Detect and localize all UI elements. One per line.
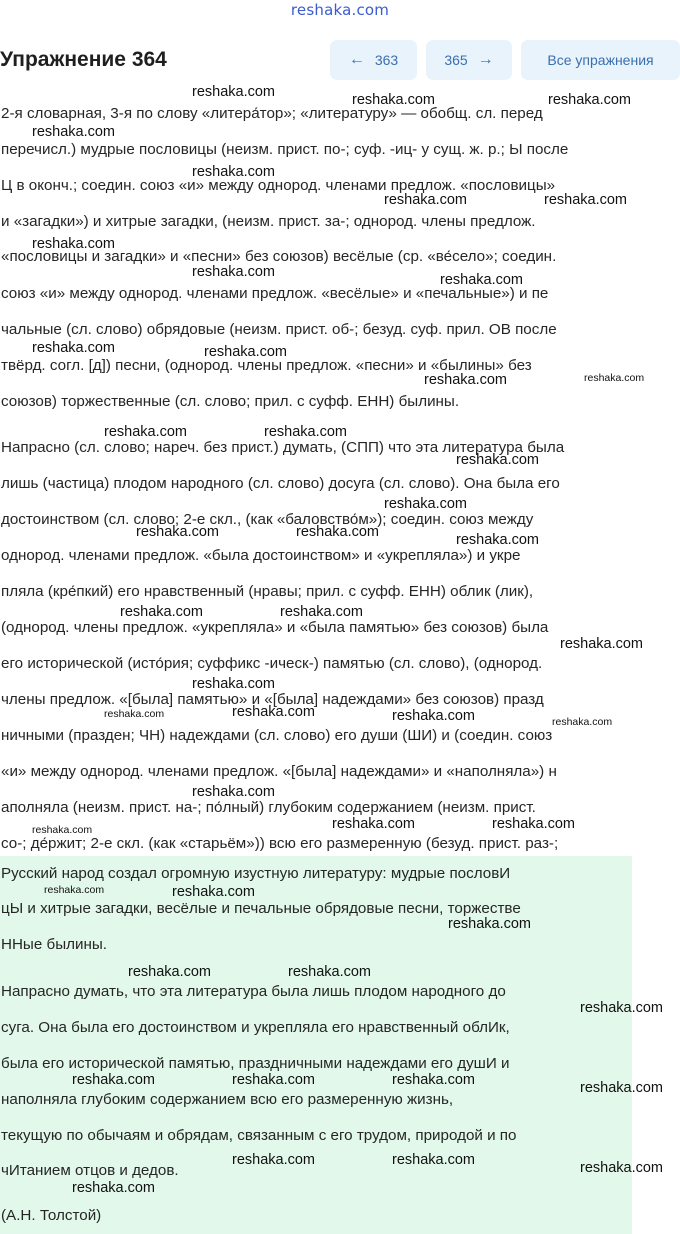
- watermark-text: reshaka.com: [72, 1180, 156, 1196]
- answer-line: наполняла глубоким содержанием всю его размеренную жизнь,: [1, 1091, 454, 1108]
- watermark-text: reshaka.com: [580, 1000, 664, 1016]
- watermark-text: reshaka.com: [584, 372, 645, 384]
- answer-line: была его исторической памятью, праздничными надеждами его душИ и: [1, 1055, 510, 1072]
- watermark-text: reshaka.com: [548, 92, 632, 108]
- answer-line: ННые былины.: [1, 936, 108, 953]
- watermark-text: reshaka.com: [352, 92, 436, 108]
- watermark-text: reshaka.com: [44, 884, 105, 896]
- answer-line: Русский народ создал огромную изустную литературу: мудрые пословИ: [1, 865, 511, 882]
- analysis-line: достоинством (сл. слово; 2-е скл., (как «баловство́м»); соедин. союз между: [1, 511, 534, 528]
- watermark-text: reshaka.com: [128, 964, 212, 980]
- analysis-line: лишь (частица) плодом народного (сл. слово) досуга (сл. слово). Она была его: [1, 475, 560, 492]
- next-exercise-button[interactable]: [426, 40, 512, 80]
- watermark-text: reshaka.com: [192, 84, 276, 100]
- analysis-line: ничными (празден; ЧН) надеждами (сл. слово) его души (ШИ) и (соедин. союз: [1, 727, 553, 744]
- watermark-text: reshaka.com: [440, 272, 524, 288]
- analysis-line: Ц в оконч.; соедин. союз «и» между однород. членами предлож. «пословицы»: [1, 177, 556, 194]
- analysis-line: члены предлож. «[была] памятью» и «[была] надеждами» без союзов) празд: [1, 691, 544, 708]
- all-exercises-label: Все упражнения: [547, 52, 654, 68]
- analysis-line: пляла (кре́пкий) его нравственный (нравы; прил. с суфф. ЕНН) облик (лик),: [1, 583, 534, 600]
- analysis-line: 2-я словарная, 3-я по слову «литера́тор»; «литературу» — обобщ. сл. перед: [1, 105, 543, 122]
- answer-line: Напрасно думать, что эта литература была лишь плодом народного до: [1, 983, 506, 1000]
- watermark-text: reshaka.com: [580, 1080, 664, 1096]
- analysis-line: союзов) торжественные (сл. слово; прил. с суфф. ЕНН) былины.: [1, 393, 460, 410]
- watermark-text: reshaka.com: [204, 344, 288, 360]
- answer-line: цЫ и хитрые загадки, весёлые и печальные обрядовые песни, торжестве: [1, 900, 521, 917]
- analysis-line: Напрасно (сл. слово; нареч. без прист.) думать, (СПП) что эта литература была: [1, 439, 565, 456]
- watermark-text: reshaka.com: [192, 264, 276, 280]
- watermark-text: reshaka.com: [232, 1072, 316, 1088]
- watermark-text: reshaka.com: [392, 708, 476, 724]
- all-exercises-button[interactable]: [521, 40, 680, 80]
- watermark-text: reshaka.com: [136, 524, 220, 540]
- analysis-line: однород. членами предлож. «была достоинством» и «укрепляла») и укре: [1, 547, 521, 564]
- watermark-text: reshaka.com: [172, 884, 256, 900]
- answer-line: (А.Н. Толстой): [1, 1207, 102, 1224]
- watermark-text: reshaka.com: [32, 824, 93, 836]
- watermark-text: reshaka.com: [32, 236, 116, 252]
- watermark-text: reshaka.com: [544, 192, 628, 208]
- analysis-line: его исторической (исто́рия; суффикс -ическ-) памятью (сл. слово), (однород.: [1, 655, 543, 672]
- answer-line: чИтанием отцов и дедов.: [1, 1162, 179, 1179]
- analysis-line: «и» между однород. членами предлож. «[была] надеждами» и «наполняла») н: [1, 763, 557, 780]
- watermark-text: reshaka.com: [32, 124, 116, 140]
- watermark-text: reshaka.com: [232, 1152, 316, 1168]
- watermark-text: reshaka.com: [120, 604, 204, 620]
- answer-line: суга. Она была его достоинством и укрепляла его нравственный облИк,: [1, 1019, 510, 1036]
- watermark-text: reshaka.com: [104, 424, 188, 440]
- analysis-line: чальные (сл. слово) обрядовые (неизм. прист. об-; безуд. суф. прил. ОВ после: [1, 321, 557, 338]
- page-title: Упражнение 364: [0, 48, 167, 71]
- watermark-text: reshaka.com: [332, 816, 416, 832]
- watermark-text: reshaka.com: [192, 784, 276, 800]
- watermark-text: reshaka.com: [192, 676, 276, 692]
- site-logo[interactable]: reshaka.com: [290, 1, 390, 19]
- watermark-text: reshaka.com: [456, 532, 540, 548]
- watermark-text: reshaka.com: [72, 1072, 156, 1088]
- watermark-text: reshaka.com: [384, 496, 468, 512]
- watermark-text: reshaka.com: [288, 964, 372, 980]
- analysis-line: и «загадки») и хитрые загадки, (неизм. прист. за-; однород. члены предлож.: [1, 213, 536, 230]
- next-exercise-label: 365: [444, 52, 468, 68]
- arrow-right-icon: →: [477, 51, 494, 68]
- watermark-text: reshaka.com: [32, 340, 116, 356]
- prev-exercise-label: 363: [374, 52, 399, 68]
- analysis-line: со-; де́ржит; 2-е скл. (как «старьём»)) всю его размеренную (безуд. прист. раз-;: [1, 835, 559, 852]
- watermark-text: reshaka.com: [448, 916, 532, 932]
- analysis-line: твёрд. согл. [д]) песни, (однород. члены предлож. «песни» и «былины» без: [1, 357, 532, 374]
- analysis-line: перечисл.) мудрые пословицы (неизм. прист. по-; суф. -иц- у сущ. ж. р.; Ы после: [1, 141, 569, 158]
- watermark-text: reshaka.com: [104, 708, 165, 720]
- watermark-text: reshaka.com: [456, 452, 540, 468]
- watermark-text: reshaka.com: [392, 1072, 476, 1088]
- watermark-text: reshaka.com: [296, 524, 380, 540]
- watermark-text: reshaka.com: [580, 1160, 664, 1176]
- watermark-text: reshaka.com: [560, 636, 644, 652]
- analysis-line: союз «и» между однород. членами предлож. «весёлые» и «печальные») и пе: [1, 285, 549, 302]
- arrow-left-icon: ←: [348, 51, 365, 68]
- watermark-text: reshaka.com: [192, 164, 276, 180]
- watermark-text: reshaka.com: [492, 816, 576, 832]
- watermark-text: reshaka.com: [232, 704, 316, 720]
- analysis-line: (однород. члены предлож. «укрепляла» и «была памятью» без союзов) была: [1, 619, 549, 636]
- analysis-line: аполняла (неизм. прист. на-; по́лный) глубоким содержанием (неизм. прист.: [1, 799, 536, 816]
- exercise-header: [0, 40, 680, 82]
- prev-exercise-button[interactable]: [330, 40, 417, 80]
- answer-line: текущую по обычаям и обрядам, связанным с его трудом, природой и по: [1, 1127, 517, 1144]
- watermark-text: reshaka.com: [424, 372, 508, 388]
- analysis-line: «пословицы и загадки» и «песни» без союзов) весёлые (ср. «ве́село»; соедин.: [1, 248, 557, 265]
- watermark-text: reshaka.com: [384, 192, 468, 208]
- watermark-text: reshaka.com: [264, 424, 348, 440]
- watermark-text: reshaka.com: [280, 604, 364, 620]
- watermark-text: reshaka.com: [392, 1152, 476, 1168]
- watermark-text: reshaka.com: [552, 716, 613, 728]
